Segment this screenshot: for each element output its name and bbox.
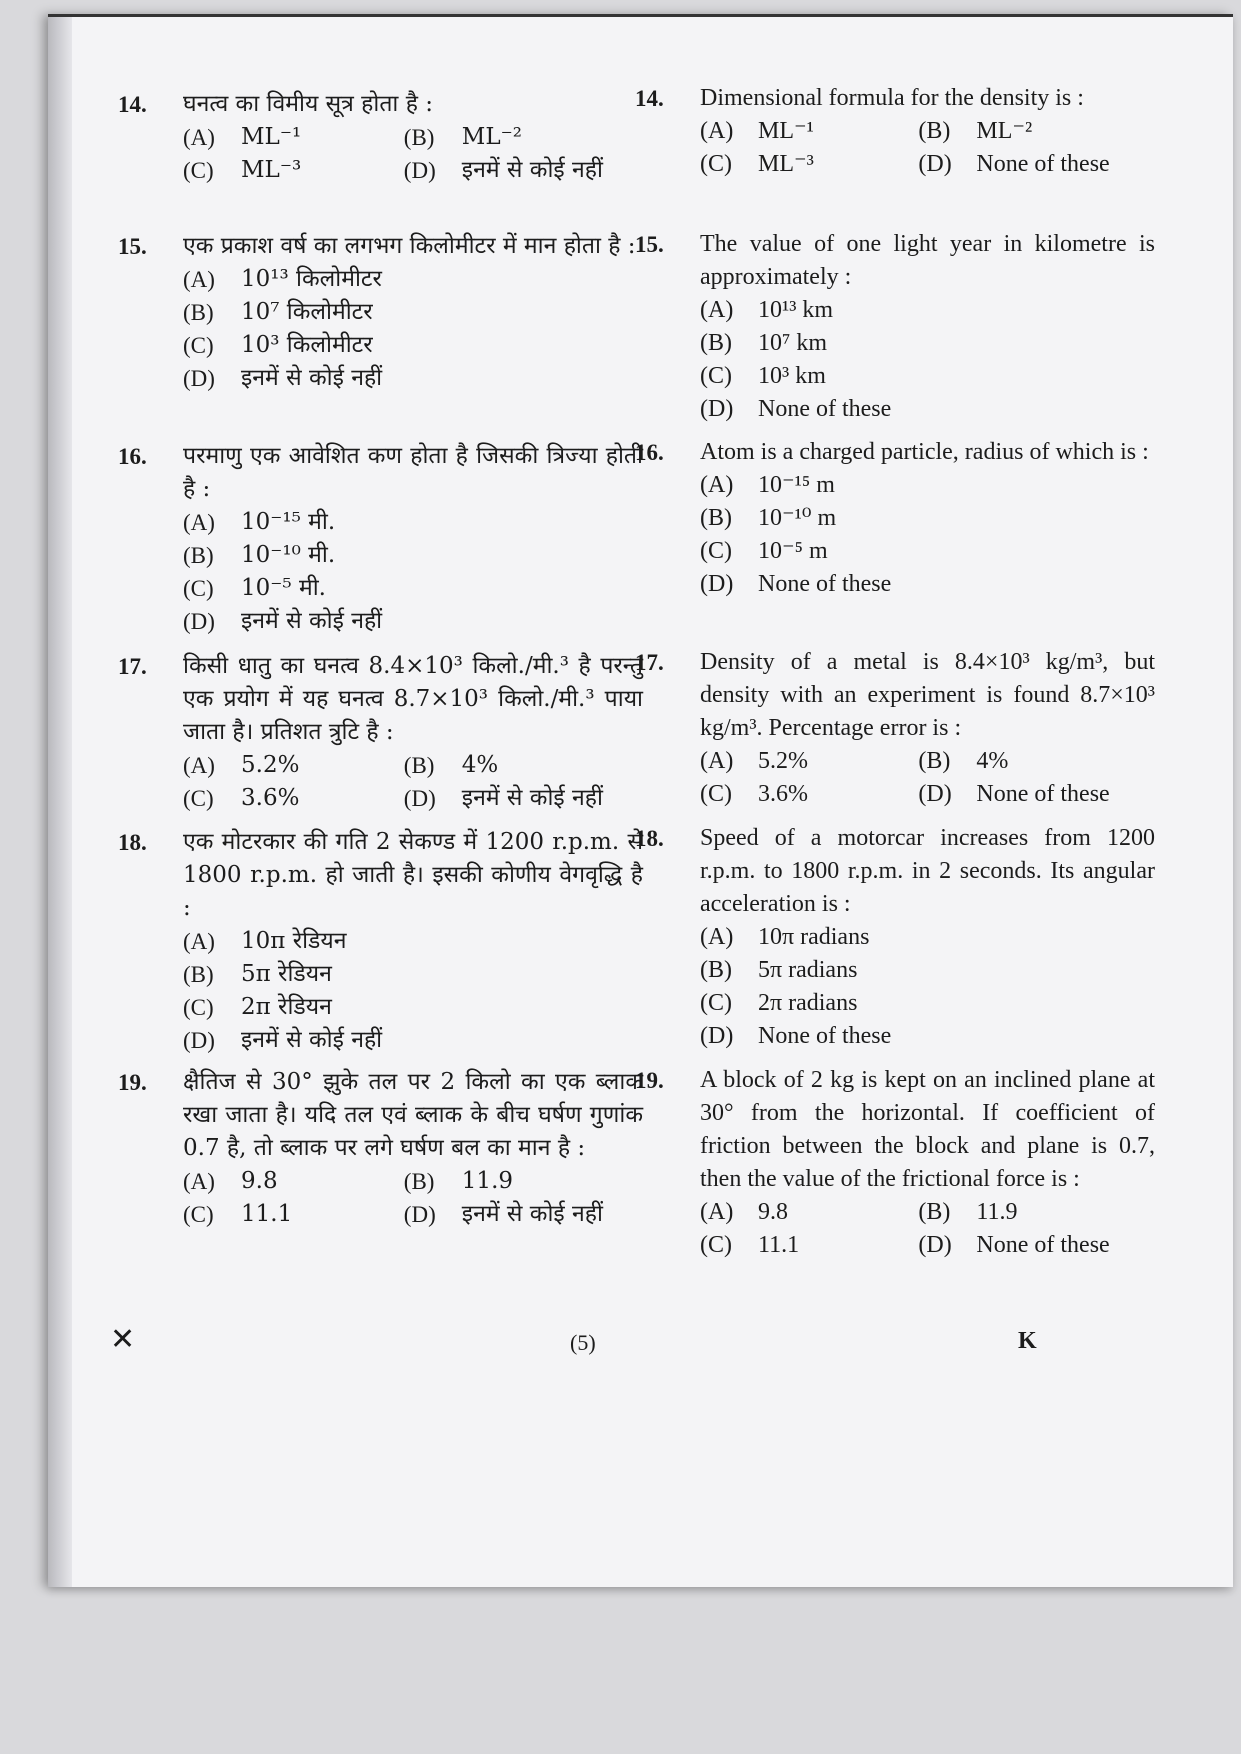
binding-spine (48, 17, 72, 1587)
option-row (183, 1198, 643, 1231)
option-text: 9.8 (241, 1168, 278, 1194)
option-label: (C) (183, 1202, 214, 1227)
option-label: (B) (403, 753, 435, 778)
option-label: (C) (700, 363, 732, 389)
option-row (700, 327, 1155, 360)
option-d (700, 568, 891, 601)
options-group (700, 469, 1155, 601)
question-text: The value of one light year in kilometre is approximately : (700, 231, 1155, 290)
option-text: None of these (758, 1023, 892, 1049)
english-question-19 (635, 1064, 1155, 1262)
option-text: 10³ km (758, 363, 826, 389)
option-a (700, 745, 918, 778)
option-b (918, 745, 1136, 778)
option-label: (C) (183, 995, 214, 1020)
options-group (183, 263, 643, 395)
option-label: (A) (700, 748, 734, 774)
option-row (183, 539, 643, 572)
question-number: 14. (635, 86, 664, 111)
option-text: ML⁻² (461, 124, 522, 150)
option-label: (D) (403, 158, 436, 183)
option-b (404, 1165, 625, 1198)
option-label: (C) (700, 1232, 732, 1258)
option-text: इनमें से कोई नहीं (461, 157, 603, 183)
option-text: 10¹³ किलोमीटर (241, 266, 382, 292)
option-label: (B) (918, 748, 951, 774)
option-row (183, 506, 643, 539)
option-a (183, 749, 404, 782)
option-b (700, 502, 836, 535)
option-row (700, 1020, 1155, 1053)
question-text: Speed of a motorcar increases from 1200 r.p.m. to 1800 r.p.m. in 2 seconds. Its angular acceleration is : (700, 825, 1155, 917)
option-b (918, 1196, 1136, 1229)
option-text: None of these (976, 781, 1110, 807)
question-number: 19. (118, 1070, 147, 1095)
option-b (183, 958, 332, 991)
english-question-18 (635, 822, 1155, 1053)
option-text: 4% (976, 748, 1009, 774)
option-text: 3.6% (241, 785, 300, 811)
option-row (700, 745, 1155, 778)
option-c (183, 572, 326, 605)
option-label: (B) (183, 962, 214, 987)
option-text: इनमें से कोई नहीं (241, 1027, 383, 1053)
option-c (700, 535, 828, 568)
option-text: 9.8 (758, 1199, 788, 1225)
option-label: (B) (700, 330, 732, 356)
question-text: Density of a metal is 8.4×10³ kg/m³, but density with an experiment is found 8.7×10³ kg/m³. Percentage error is : (700, 649, 1155, 741)
option-text: 5π रेडियन (241, 961, 332, 987)
option-label: (C) (700, 151, 732, 177)
question-number: 19. (635, 1068, 664, 1093)
option-label: (D) (700, 1023, 734, 1049)
option-label: (D) (403, 786, 436, 811)
question-text: परमाणु एक आवेशित कण होता है जिसकी त्रिज्या होती है : (183, 443, 643, 502)
cross-mark: ✕ (110, 1322, 136, 1357)
options-group (183, 925, 643, 1057)
option-label: (D) (183, 609, 215, 634)
option-row (183, 749, 643, 782)
option-b (183, 296, 373, 329)
option-c (700, 778, 918, 811)
question-text: एक मोटरकार की गति 2 सेकण्ड में 1200 r.p.m. से 1800 r.p.m. हो जाती है। इसकी कोणीय वेगवृद्धि है : (183, 829, 643, 921)
question-number: 16. (118, 444, 147, 469)
question-number: 17. (118, 654, 147, 679)
options-group (700, 921, 1155, 1053)
option-c (183, 991, 332, 1024)
option-label: (A) (700, 118, 734, 144)
option-row (183, 154, 643, 187)
option-label: (A) (183, 753, 215, 778)
option-text: 11.9 (976, 1199, 1018, 1225)
option-b (918, 115, 1136, 148)
option-d (404, 1198, 625, 1231)
english-question-16 (635, 436, 1155, 601)
option-text: 11.1 (758, 1232, 800, 1258)
option-label: (A) (183, 267, 215, 292)
option-text: 10¹³ km (758, 297, 834, 323)
option-row (183, 958, 643, 991)
option-text: ML⁻³ (758, 151, 814, 177)
option-row (700, 987, 1155, 1020)
option-d (404, 782, 625, 815)
english-question-17 (635, 646, 1155, 811)
option-text: None of these (758, 396, 892, 422)
option-row (183, 782, 643, 815)
option-c (183, 329, 373, 362)
question-text: एक प्रकाश वर्ष का लगभग किलोमीटर में मान होता है : (183, 233, 636, 259)
option-b (404, 749, 625, 782)
option-d (183, 605, 382, 638)
option-a (183, 1165, 404, 1198)
option-row (183, 362, 643, 395)
option-row (700, 535, 1155, 568)
option-label: (B) (700, 957, 732, 983)
hindi-question-19 (118, 1066, 643, 1231)
option-d (183, 1024, 382, 1057)
option-text: 11.9 (461, 1168, 514, 1194)
page-number: (5) (570, 1330, 596, 1355)
option-a (183, 121, 404, 154)
hindi-question-16 (118, 440, 643, 638)
option-a (700, 921, 869, 954)
option-text: ML⁻³ (241, 157, 302, 183)
option-a (183, 506, 335, 539)
option-label: (A) (700, 924, 734, 950)
option-b (404, 121, 625, 154)
question-text: किसी धातु का घनत्व 8.4×10³ किलो./मी.³ है परन्तु एक प्रयोग में यह घनत्व 8.7×10³ किलो./मी.³ पाया जाता है। प्रतिशत त्रुटि है : (183, 653, 643, 745)
option-label: (D) (918, 1232, 952, 1258)
option-row (700, 1229, 1155, 1262)
option-label: (B) (918, 1199, 951, 1225)
option-row (183, 121, 643, 154)
options-group (183, 506, 643, 638)
option-label: (D) (183, 1028, 215, 1053)
option-text: None of these (976, 1232, 1110, 1258)
option-text: 2π radians (758, 990, 858, 1016)
option-text: 10⁷ km (758, 330, 828, 356)
option-a (700, 469, 835, 502)
options-group (700, 115, 1155, 181)
option-text: 5.2% (241, 752, 300, 778)
option-text: ML⁻¹ (758, 118, 814, 144)
option-label: (B) (403, 125, 435, 150)
options-group (183, 121, 643, 187)
option-row (700, 148, 1155, 181)
option-text: 10⁻⁵ m (758, 538, 828, 564)
option-label: (D) (183, 366, 215, 391)
option-row (700, 360, 1155, 393)
option-text: 11.1 (241, 1201, 293, 1227)
option-label: (A) (700, 1199, 734, 1225)
hindi-question-18 (118, 826, 643, 1057)
option-d (918, 148, 1136, 181)
option-row (700, 954, 1155, 987)
option-label: (C) (183, 333, 214, 358)
option-row (183, 605, 643, 638)
question-text: क्षैतिज से 30° झुके तल पर 2 किलो का एक ब्लाक रखा जाता है। यदि तल एवं ब्लाक के बीच घर्षण गुणांक 0.7 है, तो ब्लाक पर लगे घर्षण बल का मान है : (183, 1069, 643, 1161)
option-b (700, 327, 827, 360)
question-number: 15. (118, 234, 147, 259)
option-label: (B) (918, 118, 951, 144)
option-label: (C) (700, 990, 732, 1016)
option-text: इनमें से कोई नहीं (241, 608, 383, 634)
option-row (183, 925, 643, 958)
option-label: (A) (183, 1169, 215, 1194)
option-d (404, 154, 625, 187)
hindi-question-15 (118, 230, 643, 395)
option-label: (A) (700, 297, 734, 323)
option-label: (C) (700, 781, 732, 807)
option-text: 10⁻¹⁰ m (758, 505, 837, 531)
options-group (183, 1165, 643, 1231)
question-number: 16. (635, 440, 664, 465)
option-label: (D) (918, 781, 952, 807)
option-label: (D) (700, 571, 734, 597)
english-question-14 (635, 82, 1155, 181)
option-text: 3.6% (758, 781, 808, 807)
option-row (183, 1165, 643, 1198)
option-text: 10⁻⁵ मी. (241, 575, 326, 601)
option-label: (A) (183, 125, 215, 150)
option-label: (A) (700, 472, 734, 498)
option-c (700, 148, 918, 181)
option-text: इनमें से कोई नहीं (461, 785, 603, 811)
option-label: (C) (183, 158, 214, 183)
option-a (700, 115, 918, 148)
option-text: ML⁻² (976, 118, 1033, 144)
option-text: इनमें से कोई नहीं (241, 365, 383, 391)
options-group (700, 745, 1155, 811)
option-text: 10³ किलोमीटर (241, 332, 373, 358)
option-label: (C) (183, 576, 214, 601)
option-text: 4% (461, 752, 499, 778)
question-number: 18. (635, 826, 664, 851)
question-number: 14. (118, 92, 147, 117)
option-d (183, 362, 382, 395)
set-code: K (1018, 1328, 1037, 1354)
option-d (918, 1229, 1136, 1262)
options-group (700, 1196, 1155, 1262)
option-label: (A) (183, 929, 215, 954)
option-row (183, 296, 643, 329)
question-text: Atom is a charged particle, radius of which is : (700, 439, 1149, 465)
option-row (700, 502, 1155, 535)
option-d (700, 393, 891, 426)
option-label: (D) (403, 1202, 436, 1227)
option-text: None of these (976, 151, 1110, 177)
option-row (700, 921, 1155, 954)
option-row (700, 568, 1155, 601)
option-label: (C) (183, 786, 214, 811)
option-text: इनमें से कोई नहीं (461, 1201, 603, 1227)
option-text: 10π radians (758, 924, 870, 950)
option-label: (B) (700, 505, 732, 531)
option-text: 10⁻¹⁵ m (758, 472, 835, 498)
option-c (700, 1229, 918, 1262)
options-group (183, 749, 643, 815)
option-row (700, 469, 1155, 502)
question-text: घनत्व का विमीय सूत्र होता है : (183, 91, 433, 117)
option-c (700, 360, 826, 393)
option-label: (B) (183, 543, 214, 568)
option-label: (C) (700, 538, 732, 564)
option-label: (B) (183, 300, 214, 325)
option-label: (D) (918, 151, 952, 177)
option-text: 10π रेडियन (241, 928, 347, 954)
option-text: 5.2% (758, 748, 808, 774)
option-row (700, 778, 1155, 811)
option-row (183, 329, 643, 362)
option-c (183, 782, 404, 815)
option-row (183, 263, 643, 296)
option-a (700, 1196, 918, 1229)
option-text: 5π radians (758, 957, 858, 983)
option-text: 10⁻¹⁰ मी. (241, 542, 336, 568)
option-text: 10⁻¹⁵ मी. (241, 509, 336, 535)
options-group (700, 294, 1155, 426)
option-label: (B) (403, 1169, 435, 1194)
option-c (183, 154, 404, 187)
question-text: A block of 2 kg is kept on an inclined plane at 30° from the horizontal. If coefficient of friction between the block and plane is 0.7, then the value of the frictional force is : (700, 1067, 1155, 1192)
english-question-15 (635, 228, 1155, 426)
option-d (700, 1020, 891, 1053)
hindi-question-17 (118, 650, 643, 815)
option-a (183, 263, 382, 296)
option-row (183, 572, 643, 605)
option-b (700, 954, 857, 987)
option-c (183, 1198, 404, 1231)
option-label: (A) (183, 510, 215, 535)
option-label: (D) (700, 396, 734, 422)
question-number: 17. (635, 650, 664, 675)
option-text: 10⁷ किलोमीटर (241, 299, 373, 325)
option-row (700, 294, 1155, 327)
option-row (700, 393, 1155, 426)
hindi-question-14 (118, 88, 643, 187)
option-a (183, 925, 346, 958)
question-number: 15. (635, 232, 664, 257)
option-a (700, 294, 833, 327)
option-text: ML⁻¹ (241, 124, 302, 150)
question-number: 18. (118, 830, 147, 855)
option-row (183, 1024, 643, 1057)
option-text: 2π रेडियन (241, 994, 332, 1020)
option-c (700, 987, 857, 1020)
option-row (700, 115, 1155, 148)
option-b (183, 539, 335, 572)
question-text: Dimensional formula for the density is : (700, 85, 1084, 111)
option-d (918, 778, 1136, 811)
option-text: None of these (758, 571, 892, 597)
option-row (700, 1196, 1155, 1229)
option-row (183, 991, 643, 1024)
